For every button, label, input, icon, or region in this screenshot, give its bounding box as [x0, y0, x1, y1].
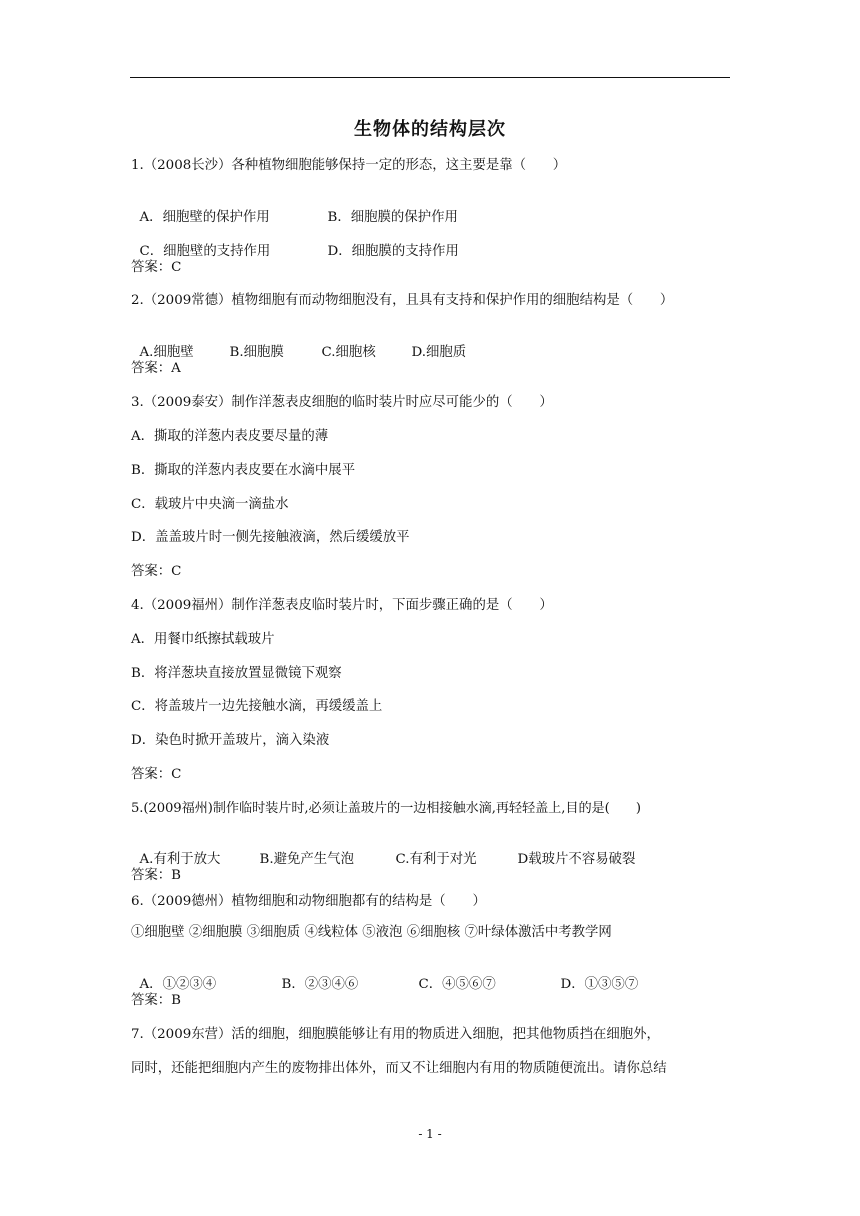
- option-d: D．细胞膜的支持作用: [327, 244, 459, 259]
- question-7-line-1: 7.（2009东营）活的细胞，细胞膜能够让有用的物质进入细胞，把其他物质挡在细胞外，: [131, 1027, 660, 1042]
- option-b: B．细胞膜的保护作用: [327, 210, 458, 225]
- option-a: A．细胞壁的保护作用: [139, 210, 270, 225]
- option-b: B．②③④⑥: [281, 977, 359, 992]
- question-2-options: [131, 326, 466, 362]
- page-title: 生物体的结构层次: [354, 119, 506, 140]
- question-4-option-c: C．将盖玻片一边先接触水滴，再缓缓盖上: [131, 699, 383, 714]
- option-a: A．①②③④: [139, 977, 217, 992]
- question-3-answer: 答案：C: [131, 564, 182, 579]
- question-3-option-c: C．载玻片中央滴一滴盐水: [131, 497, 289, 512]
- option-c: C．④⑤⑥⑦: [418, 977, 496, 992]
- question-6-stem: 6.（2009德州）植物细胞和动物细胞都有的结构是（ ）: [131, 894, 486, 909]
- option-a: A.有利于放大: [139, 852, 221, 867]
- option-c: C.有利于对光: [395, 852, 477, 867]
- question-1-stem: 1.（2008长沙）各种植物细胞能够保持一定的形态，这主要是靠（ ）: [131, 158, 567, 173]
- question-2-stem: 2.（2009常德）植物细胞有而动物细胞没有，且具有支持和保护作用的细胞结构是（ ）: [131, 293, 674, 308]
- option-b: B.避免产生气泡: [259, 852, 354, 867]
- question-3-option-d: D．盖盖玻片时一侧先接触液滴，然后缓缓放平: [131, 530, 410, 545]
- header-rule: [130, 77, 730, 78]
- question-2-answer: 答案：A: [131, 361, 181, 376]
- question-5-options: [131, 833, 635, 869]
- question-4-stem: 4.（2009福州）制作洋葱表皮临时装片时，下面步骤正确的是（ ）: [131, 598, 553, 613]
- option-c: C．细胞壁的支持作用: [139, 244, 271, 259]
- question-1-answer: 答案：C: [131, 260, 182, 275]
- question-6-answer: 答案：B: [131, 993, 182, 1008]
- question-3-option-a: A．撕取的洋葱内表皮要尽量的薄: [131, 429, 329, 444]
- question-3-option-b: B．撕取的洋葱内表皮要在水滴中展平: [131, 463, 356, 478]
- page-number: - 1 -: [418, 1127, 442, 1141]
- question-5-stem: 5.(2009福州)制作临时装片时,必须让盖玻片的一边相接触水滴,再轻轻盖上,目的是( ): [131, 801, 641, 816]
- question-6-options: [131, 958, 638, 994]
- option-b: B.细胞膜: [229, 345, 284, 360]
- option-d: D．①③⑤⑦: [560, 977, 639, 992]
- option-a: A.细胞壁: [139, 345, 194, 360]
- option-d: D载玻片不容易破裂: [517, 852, 636, 867]
- question-4-option-b: B．将洋葱块直接放置显微镜下观察: [131, 666, 342, 681]
- question-1-options-row-2: [131, 225, 459, 261]
- question-7-line-2: 同时，还能把细胞内产生的废物排出体外，而又不让细胞内有用的物质随便流出。请你总结: [131, 1061, 667, 1076]
- question-4-option-d: D．染色时掀开盖玻片，滴入染液: [131, 733, 330, 748]
- question-4-answer: 答案：C: [131, 767, 182, 782]
- question-3-stem: 3.（2009泰安）制作洋葱表皮细胞的临时装片时应尽可能少的（ ）: [131, 395, 553, 410]
- question-6-items: ①细胞壁 ②细胞膜 ③细胞质 ④线粒体 ⑤液泡 ⑥细胞核 ⑦叶绿体激活中考教学网: [131, 925, 612, 940]
- option-c: C.细胞核: [321, 345, 376, 360]
- question-1-options-row-1: [131, 191, 458, 227]
- option-d: D.细胞质: [411, 345, 467, 360]
- question-5-answer: 答案：B: [131, 868, 182, 883]
- question-4-option-a: A．用餐巾纸擦拭载玻片: [131, 632, 275, 647]
